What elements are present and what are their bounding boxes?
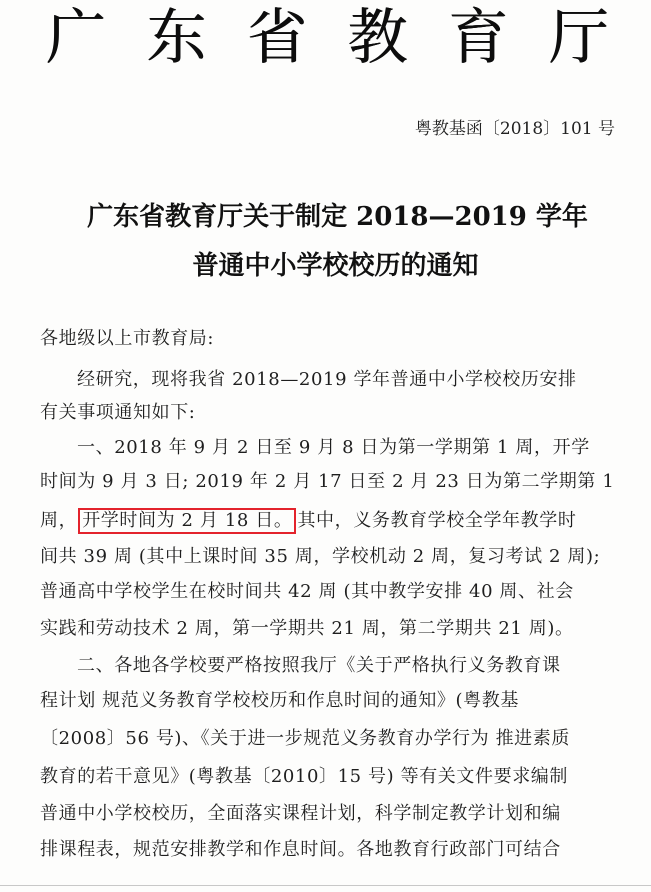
header-char: 广	[46, 3, 106, 73]
intro-line: 经研究，现将我省 2018—2019 学年普通中小学校校历安排	[77, 369, 577, 390]
document-number: 粤教基函〔2018〕101 号	[414, 119, 615, 139]
highlighted-start-date: 开学时间为 2 月 18 日。	[78, 508, 296, 534]
salutation: 各地级以上市教育局:	[40, 328, 215, 349]
paragraph-1-line: 普通高中学校学生在校时间共 42 周 (其中教学安排 40 周、社会	[40, 581, 574, 602]
document-title-line-2: 普通中小学校校历的通知	[192, 251, 479, 281]
header-char: 教	[347, 3, 408, 73]
paragraph-1-line: 时间为 9 月 3 日; 2019 年 2 月 17 日至 2 月 23 日为第二学期第 1	[40, 471, 615, 492]
document-title-line-1: 广东省教育厅关于制定 2018—2019 学年	[87, 202, 588, 232]
paragraph-2-line: 教育的若干意见》(粤教基〔2010〕15 号) 等有关文件要求编制	[40, 766, 568, 787]
header-char: 东	[146, 3, 207, 73]
paragraph-1-line	[40, 508, 576, 534]
paragraph-2-line: 〔2008〕56 号)、《关于进一步规范义务教育办学行为 推进素质	[40, 728, 570, 749]
paragraph-1-line: 一、2018 年 9 月 2 日至 9 月 8 日为第一学期第 1 周，开学	[77, 437, 590, 458]
paragraph-2-line: 普通中小学校校历，全面落实课程计划，科学制定教学计划和编	[40, 803, 561, 824]
line-suffix: 其中，义务教育学校全学年教学时	[297, 510, 577, 531]
paragraph-2-line: 排课程表，规范安排教学和作息时间。各地教育行政部门可结合	[40, 839, 561, 860]
header-char: 厅	[548, 3, 609, 73]
paragraph-2-line: 程计划 规范义务教育学校校历和作息时间的通知》(粤教基	[40, 690, 519, 711]
paragraph-1-line: 间共 39 周 (其中上课时间 35 周，学校机动 2 周，复习考试 2 周);	[40, 546, 601, 567]
paragraph-1-line: 实践和劳动技术 2 周，第一学期共 21 周，第二学期共 21 周)。	[40, 618, 574, 639]
header-char: 育	[448, 3, 509, 73]
header-char: 省	[247, 3, 308, 73]
paragraph-2-line: 二、各地各学校要严格按照我厅《关于严格执行义务教育课	[77, 655, 561, 676]
line-prefix: 周，	[40, 510, 78, 531]
intro-line: 有关事项通知如下:	[40, 402, 196, 423]
issuing-authority-header	[0, 2, 651, 74]
page-bottom-edge	[0, 885, 651, 886]
